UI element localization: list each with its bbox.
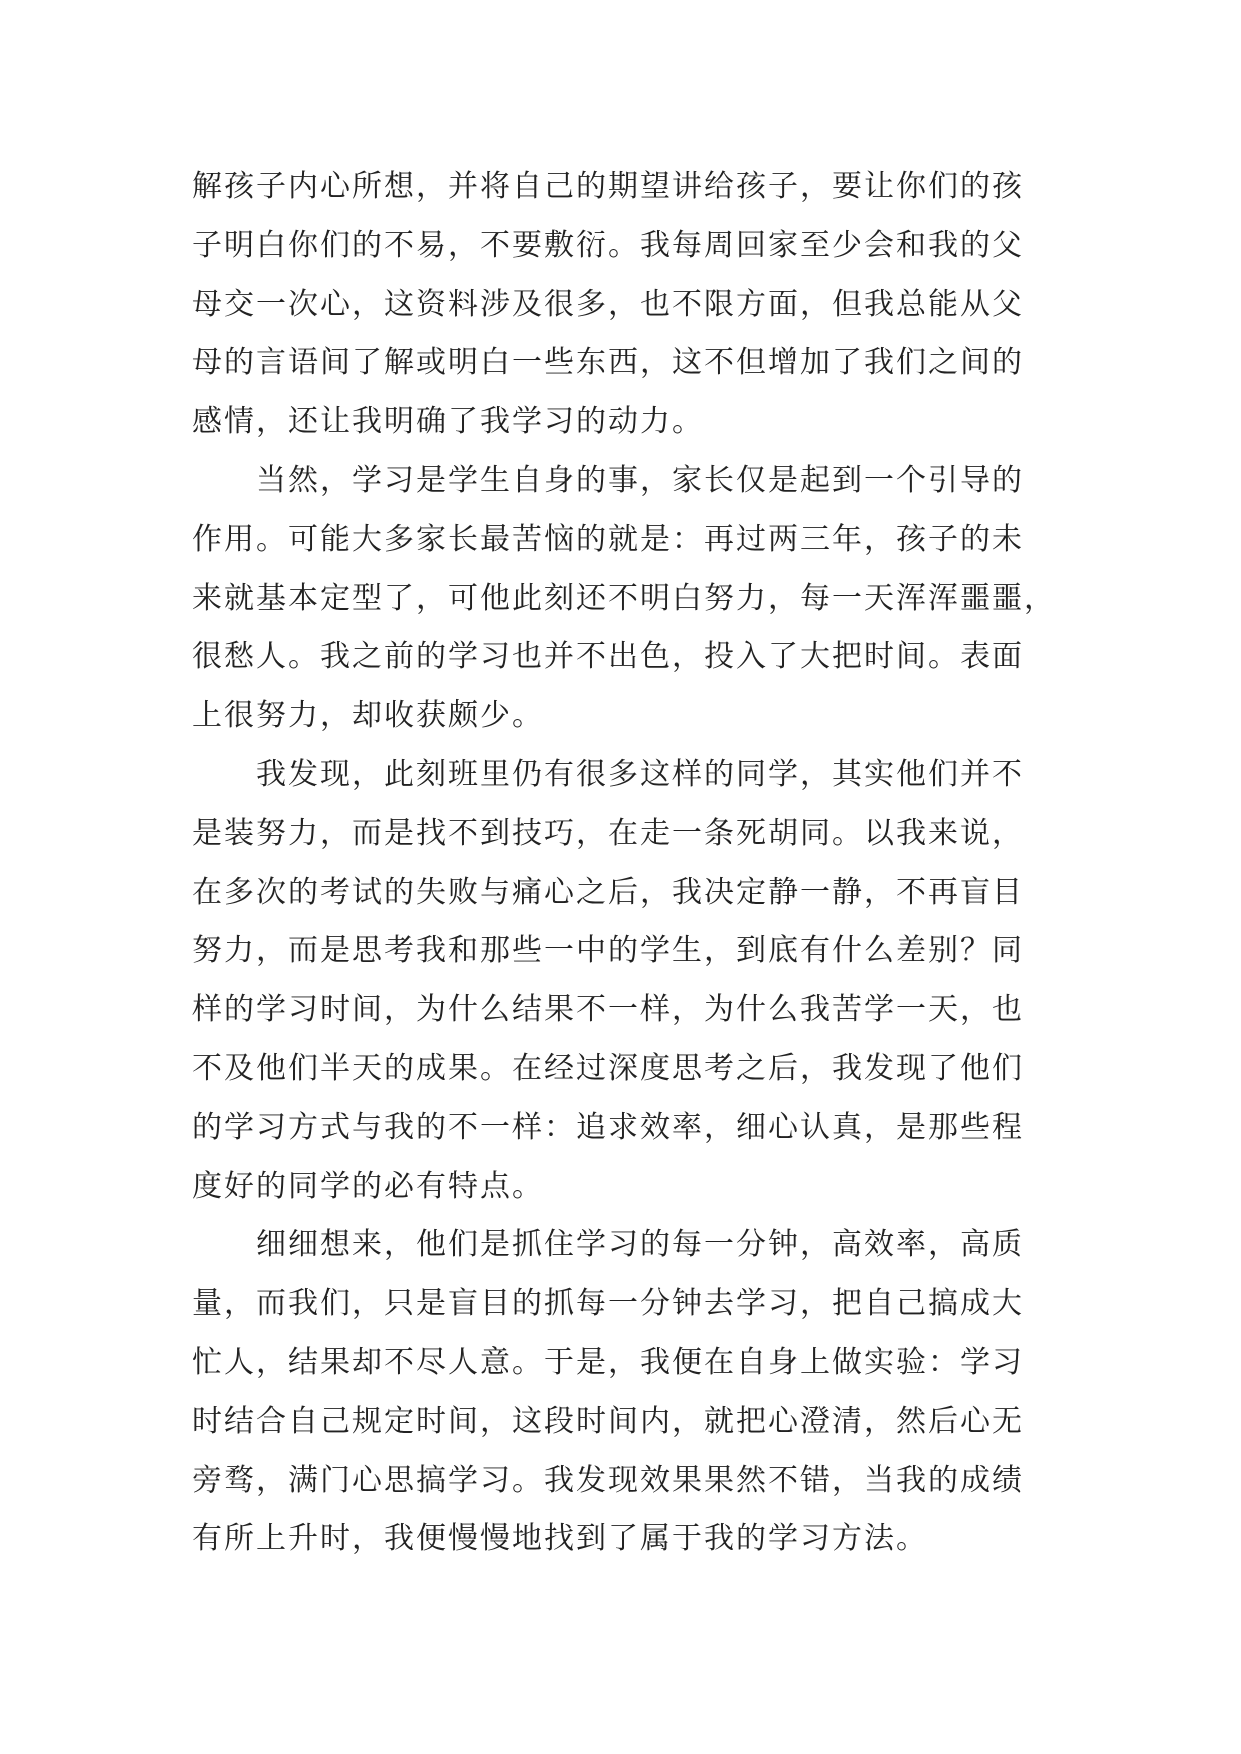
- text-line: 努力，而是思考我和那些一中的学生，到底有什么差别？同: [192, 933, 1024, 969]
- text-line: 来就基本定型了，可他此刻还不明白努力，每一天浑浑噩噩，: [192, 580, 1056, 616]
- text-line: 不及他们半天的成果。在经过深度思考之后，我发现了他们: [192, 1050, 1024, 1086]
- text-line: 有所上升时，我便慢慢地找到了属于我的学习方法。: [192, 1521, 928, 1557]
- paragraph-4: [192, 1216, 1054, 1569]
- text-line: 量，而我们，只是盲目的抓每一分钟去学习，把自己搞成大: [192, 1286, 1024, 1322]
- text-line: 上很努力，却收获颇少。: [192, 698, 544, 734]
- text-line: 感情，还让我明确了我学习的动力。: [192, 404, 704, 440]
- text-line: 作用。可能大多家长最苦恼的就是：再过两三年，孩子的未: [192, 521, 1024, 557]
- text-line: 的学习方式与我的不一样：追求效率，细心认真，是那些程: [192, 1109, 1024, 1145]
- text-line: 旁骛，满门心思搞学习。我发现效果果然不错，当我的成绩: [192, 1462, 1024, 1498]
- text-line: 母交一次心，这资料涉及很多，也不限方面，但我总能从父: [192, 286, 1024, 322]
- paragraph-2: [192, 452, 1054, 746]
- paragraph-3: [192, 746, 1054, 1216]
- text-line-indented: 当然，学习是学生自身的事，家长仅是起到一个引导的: [256, 462, 1024, 498]
- text-line: 是装努力，而是找不到技巧，在走一条死胡同。以我来说，: [192, 815, 1024, 851]
- text-line-indented: 我发现，此刻班里仍有很多这样的同学，其实他们并不: [256, 756, 1024, 792]
- text-line: 忙人，结果却不尽人意。于是，我便在自身上做实验：学习: [192, 1344, 1024, 1380]
- text-line-indented: 细细想来，他们是抓住学习的每一分钟，高效率，高质: [256, 1227, 1024, 1263]
- text-line: 样的学习时间，为什么结果不一样，为什么我苦学一天，也: [192, 992, 1024, 1028]
- paragraph-1: [192, 158, 1054, 452]
- text-line: 很愁人。我之前的学习也并不出色，投入了大把时间。表面: [192, 639, 1024, 675]
- text-line: 时结合自己规定时间，这段时间内，就把心澄清，然后心无: [192, 1403, 1024, 1439]
- text-line: 子明白你们的不易，不要敷衍。我每周回家至少会和我的父: [192, 227, 1024, 263]
- text-line: 解孩子内心所想，并将自己的期望讲给孩子，要让你们的孩: [192, 169, 1024, 204]
- document-body: [192, 158, 1054, 1569]
- text-line: 母的言语间了解或明白一些东西，这不但增加了我们之间的: [192, 345, 1024, 381]
- text-line: 度好的同学的必有特点。: [192, 1168, 544, 1204]
- text-line: 在多次的考试的失败与痛心之后，我决定静一静，不再盲目: [192, 874, 1024, 910]
